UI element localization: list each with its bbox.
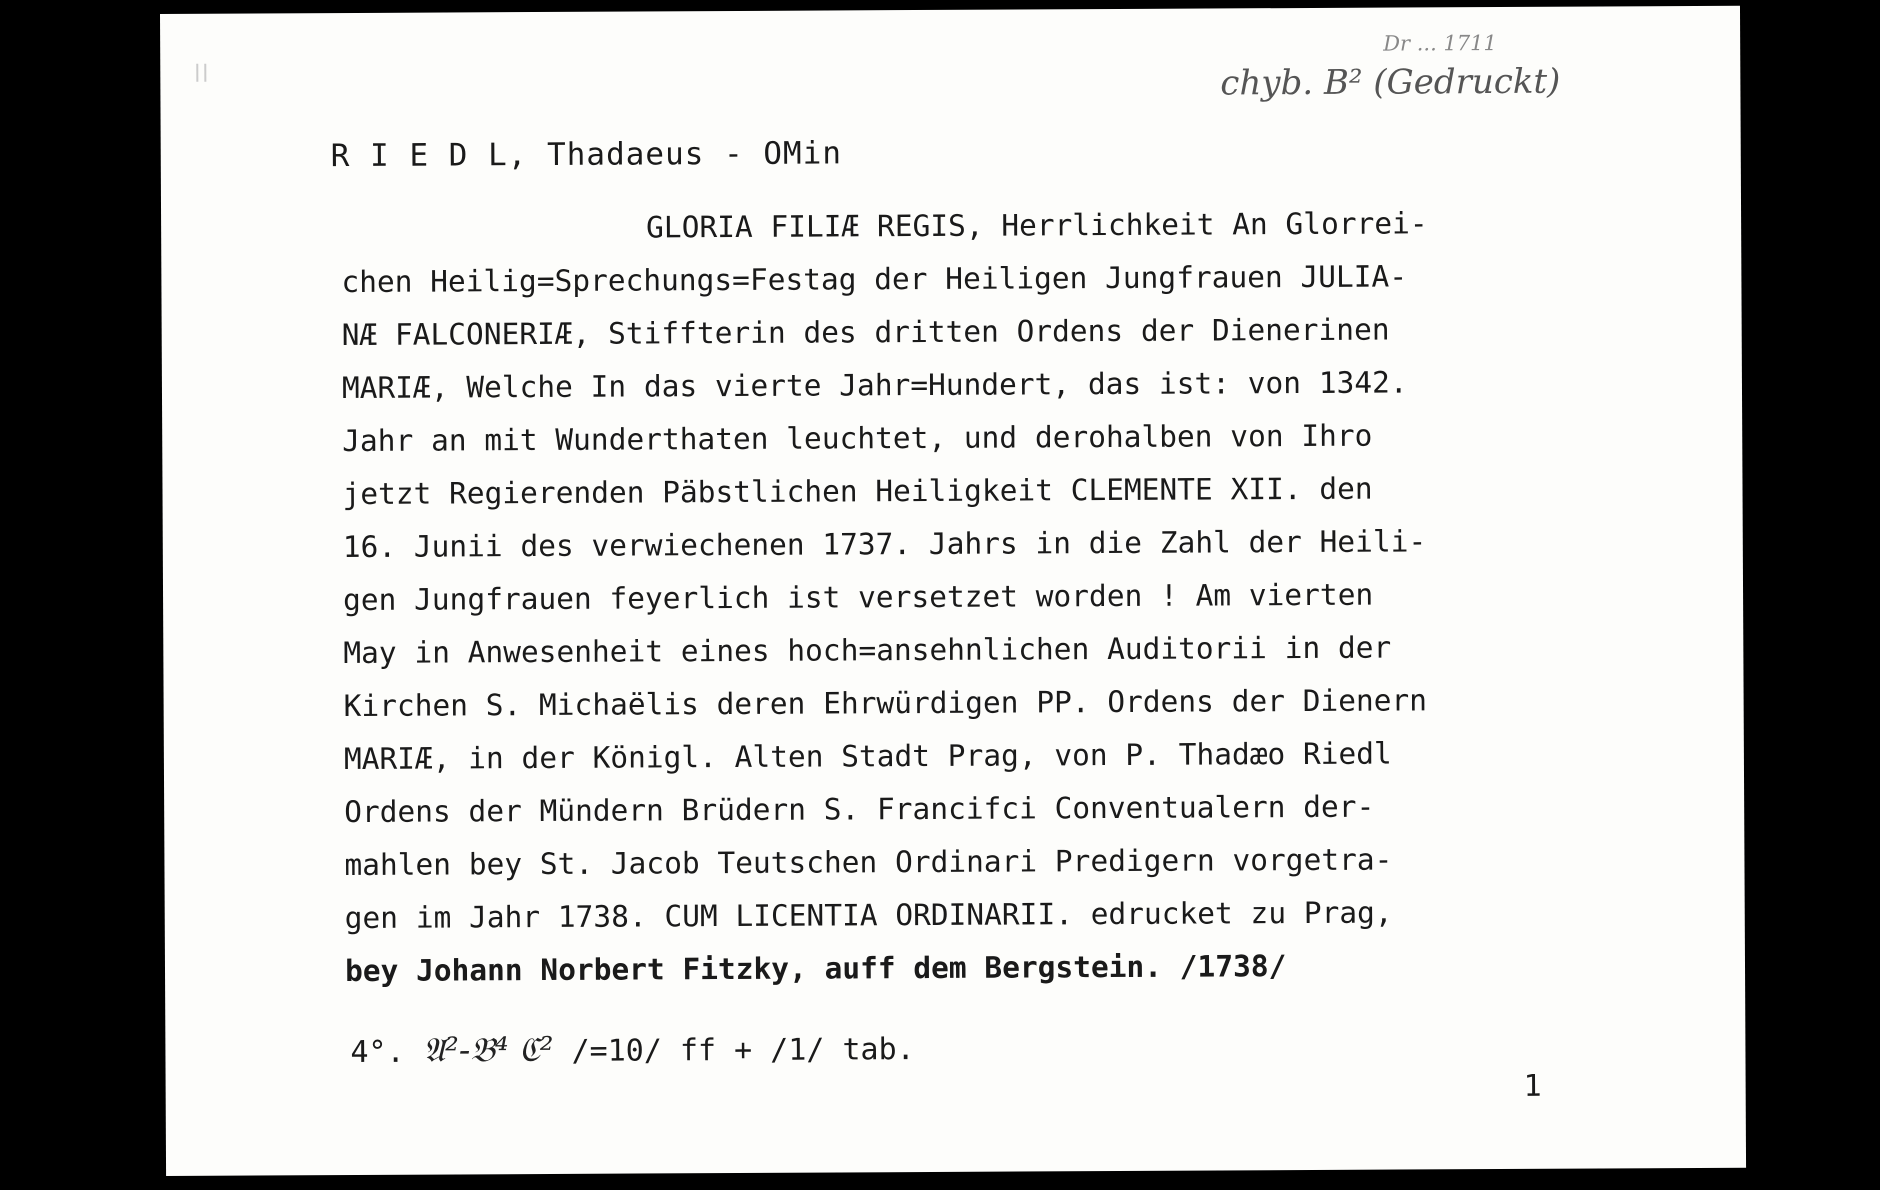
body-line: MARIÆ, Welche In das vierte Jahr=Hundert, das ist: von 1342. xyxy=(341,365,1408,406)
body-line: MARIÆ, in der Königl. Alten Stadt Prag, von P. Thadæo Riedl xyxy=(343,736,1392,777)
collation-suffix: /=10/ ff + /1/ tab. xyxy=(571,1032,915,1069)
collation xyxy=(350,1028,914,1071)
body-line: jetzt Regierenden Päbstlichen Heiligkeit CLEMENTE XII. den xyxy=(342,471,1373,512)
catalog-card xyxy=(160,6,1746,1176)
edge-mark xyxy=(204,64,206,82)
collation-signatures: 𝔄²-𝔅⁴ ℭ² xyxy=(422,1029,554,1071)
card-heading: R I E D L, Thadaeus - OMin xyxy=(330,135,843,175)
body-line: NÆ FALCONERIÆ, Stiffterin des dritten Ordens der Dienerinen xyxy=(341,312,1390,353)
body-line: May in Anwesenheit eines hoch=ansehnlichen Auditorii in der xyxy=(343,630,1392,671)
handwritten-note-top: Dr ... 1711 xyxy=(1383,31,1497,56)
edge-mark xyxy=(196,64,198,82)
body-line: bey Johann Norbert Fitzky, auff dem Bergstein. /1738/ xyxy=(344,949,1287,989)
body-line: chen Heilig=Sprechungs=Festag der Heiligen Jungfrauen JULIA- xyxy=(341,259,1408,300)
body-line: mahlen bey St. Jacob Teutschen Ordinari Predigern vorgetra- xyxy=(344,842,1393,883)
body-line: gen Jungfrauen feyerlich ist versetzet worden ! Am vierten xyxy=(342,577,1374,618)
card-number: 1 xyxy=(1523,1068,1542,1104)
body-line: GLORIA FILIÆ REGIS, Herrlichkeit An Glorrei- xyxy=(646,206,1428,245)
body-line: Kirchen S. Michaëlis deren Ehrwürdigen PP. Ordens der Dienern xyxy=(343,683,1428,724)
card-body xyxy=(341,197,1432,998)
body-line: Jahr an mit Wunderthaten leuchtet, und derohalben von Ihro xyxy=(342,418,1373,459)
handwritten-signature: chyb. B² (Gedruckt) xyxy=(1220,61,1561,104)
collation-prefix: 4°. xyxy=(350,1034,405,1071)
body-line: gen im Jahr 1738. CUM LICENTIA ORDINARII. edrucket zu Prag, xyxy=(344,895,1393,936)
body-line: Ordens der Mündern Brüdern S. Francifci Conventualern der- xyxy=(344,789,1375,830)
body-line: 16. Junii des verwiechenen 1737. Jahrs in die Zahl der Heili- xyxy=(342,524,1427,565)
